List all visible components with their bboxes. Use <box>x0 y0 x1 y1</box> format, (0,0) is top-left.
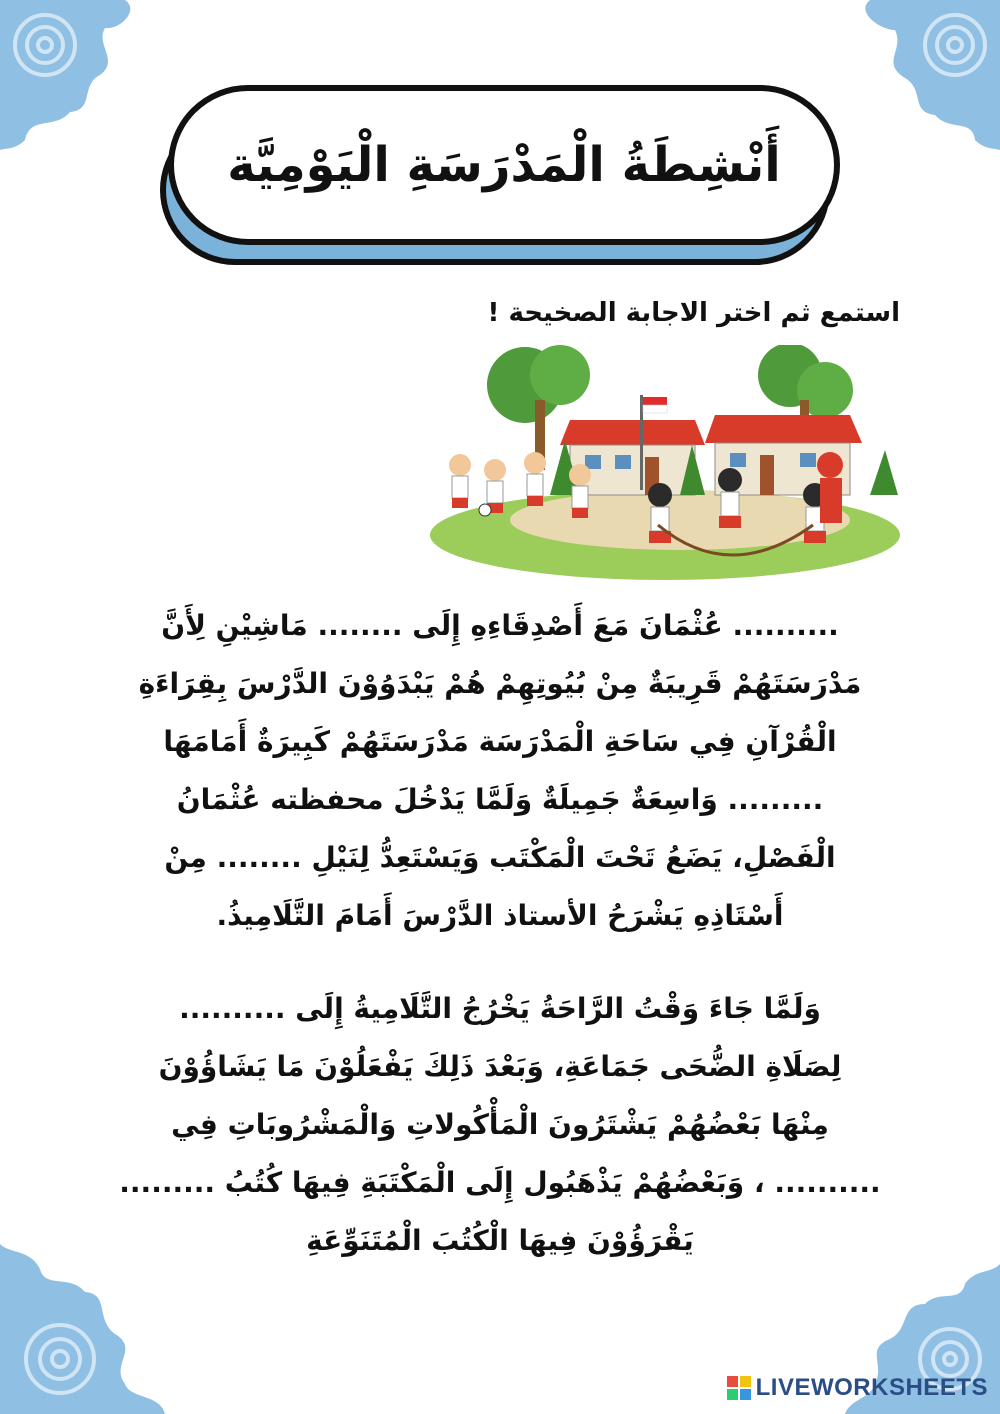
school-playground-illustration <box>430 345 900 580</box>
passage-line: أَسْتَاذِهِ يَشْرَحُ الأستاذ الدَّرْسَ أَمَامَ التَّلَامِيذُ. <box>216 899 784 932</box>
liveworksheets-logo-icon <box>726 1375 752 1401</box>
passage-line: .......... عُثْمَانَ مَعَ أَصْدِقَاءِهِ إِلَى ........ مَاشِيْنِ لِأَنَّ <box>161 609 839 642</box>
passage-paragraph-2 <box>95 980 905 1270</box>
passage-line: وَلَمَّا جَاءَ وَقْتُ الرَّاحَةُ يَخْرُجُ التَّلَامِيةُ إِلَى .......... <box>179 992 821 1025</box>
passage-line: .......... ، وَبَعْضُهُمْ يَذْهَبُول إِلَى الْمَكْتَبَةِ فِيهَا كُتُبُ ......... <box>119 1166 881 1199</box>
passage-paragraph-1 <box>95 597 905 945</box>
page-title: أَنْشِطَةُ الْمَدْرَسَةِ الْيَوْمِيَّة <box>227 137 781 193</box>
corner-splash-top-right <box>850 0 1000 150</box>
passage-line: مِنْهَا بَعْضُهُمْ يَشْتَرُونَ الْمَأْكُولاتِ وَالْمَشْرُوبَاتِ فِي <box>171 1108 829 1141</box>
passage-line: الْقُرْآنِ فِي سَاحَةِ الْمَدْرَسَة مَدْرَسَتَهُمْ كَبِيرَةٌ أَمَامَهَا <box>163 725 837 758</box>
corner-splash-top-left <box>0 0 150 150</box>
passage-line: يَقْرَؤُوْنَ فِيهَا الْكُتُبَ الْمُتَنَوِّعَةِ <box>306 1224 694 1257</box>
title-banner <box>160 85 840 270</box>
title-box <box>168 85 840 245</box>
passage-line: الْفَصْلِ، يَضَعُ تَحْتَ الْمَكْتَب وَيَسْتَعِدُّ لِنَيْلِ ........ مِنْ <box>164 841 836 874</box>
liveworksheets-brand[interactable] <box>726 1374 988 1402</box>
passage-line: ......... وَاسِعَةٌ جَمِيلَةٌ وَلَمَّا يَدْخُلَ محفظته عُثْمَانُ <box>176 783 824 816</box>
instruction-text: استمع ثم اختر الاجابة الصخيحة ! <box>487 298 900 328</box>
brand-name: LIVEWORKSHEETS <box>755 1374 988 1401</box>
passage-line: مَدْرَسَتَهُمْ قَرِيبَةٌ مِنْ بُيُوتِهِمْ هُمْ يَبْدَوُوْنَ الدَّرْسَ بِقِرَاءَةِ <box>138 667 862 700</box>
passage-line: لِصَلَاةِ الضُّحَى جَمَاعَةِ، وَبَعْدَ ذَلِكَ يَفْعَلُوْنَ مَا يَشَاؤُوْنَ <box>158 1050 842 1083</box>
